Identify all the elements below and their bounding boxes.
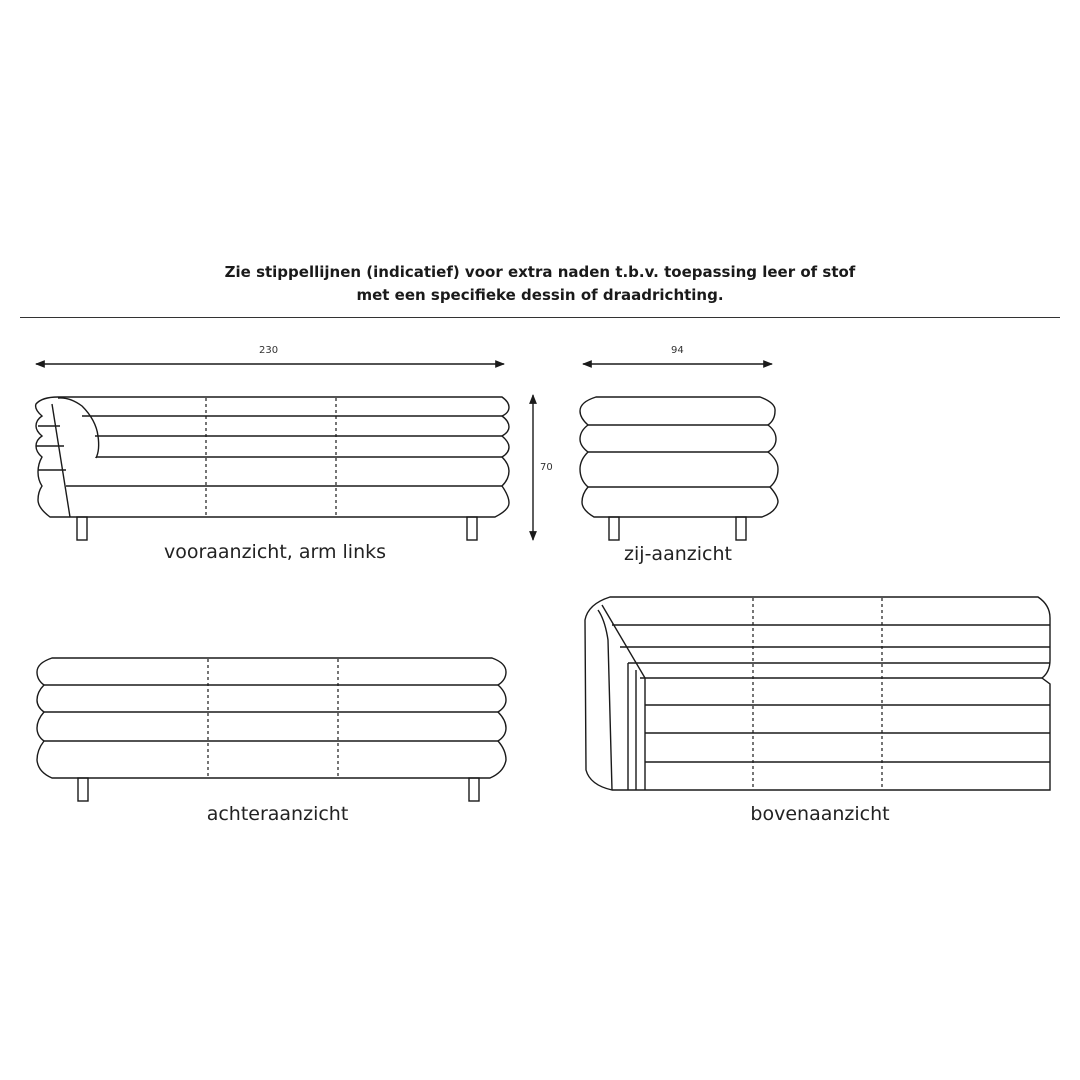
top-view-drawing	[585, 597, 1050, 790]
caption-back-view: achteraanzicht	[206, 803, 349, 825]
note-line-1: Zie stippellijnen (indicatief) voor extra naden t.b.v. toepassing leer of stof	[224, 263, 856, 281]
side-view-drawing	[580, 397, 778, 540]
caption-side-view: zij-aanzicht	[624, 543, 732, 565]
back-view-drawing	[37, 658, 506, 801]
dimension-height-label: 70	[540, 462, 553, 473]
dimension-depth-label: 94	[671, 345, 684, 356]
caption-top-view: bovenaanzicht	[750, 803, 890, 825]
front-view-drawing	[36, 397, 509, 540]
dimension-width-label: 230	[259, 345, 279, 356]
caption-front-view: vooraanzicht, arm links	[163, 541, 387, 563]
note-line-2: met een specifieke dessin of draadrichting.	[356, 286, 724, 304]
